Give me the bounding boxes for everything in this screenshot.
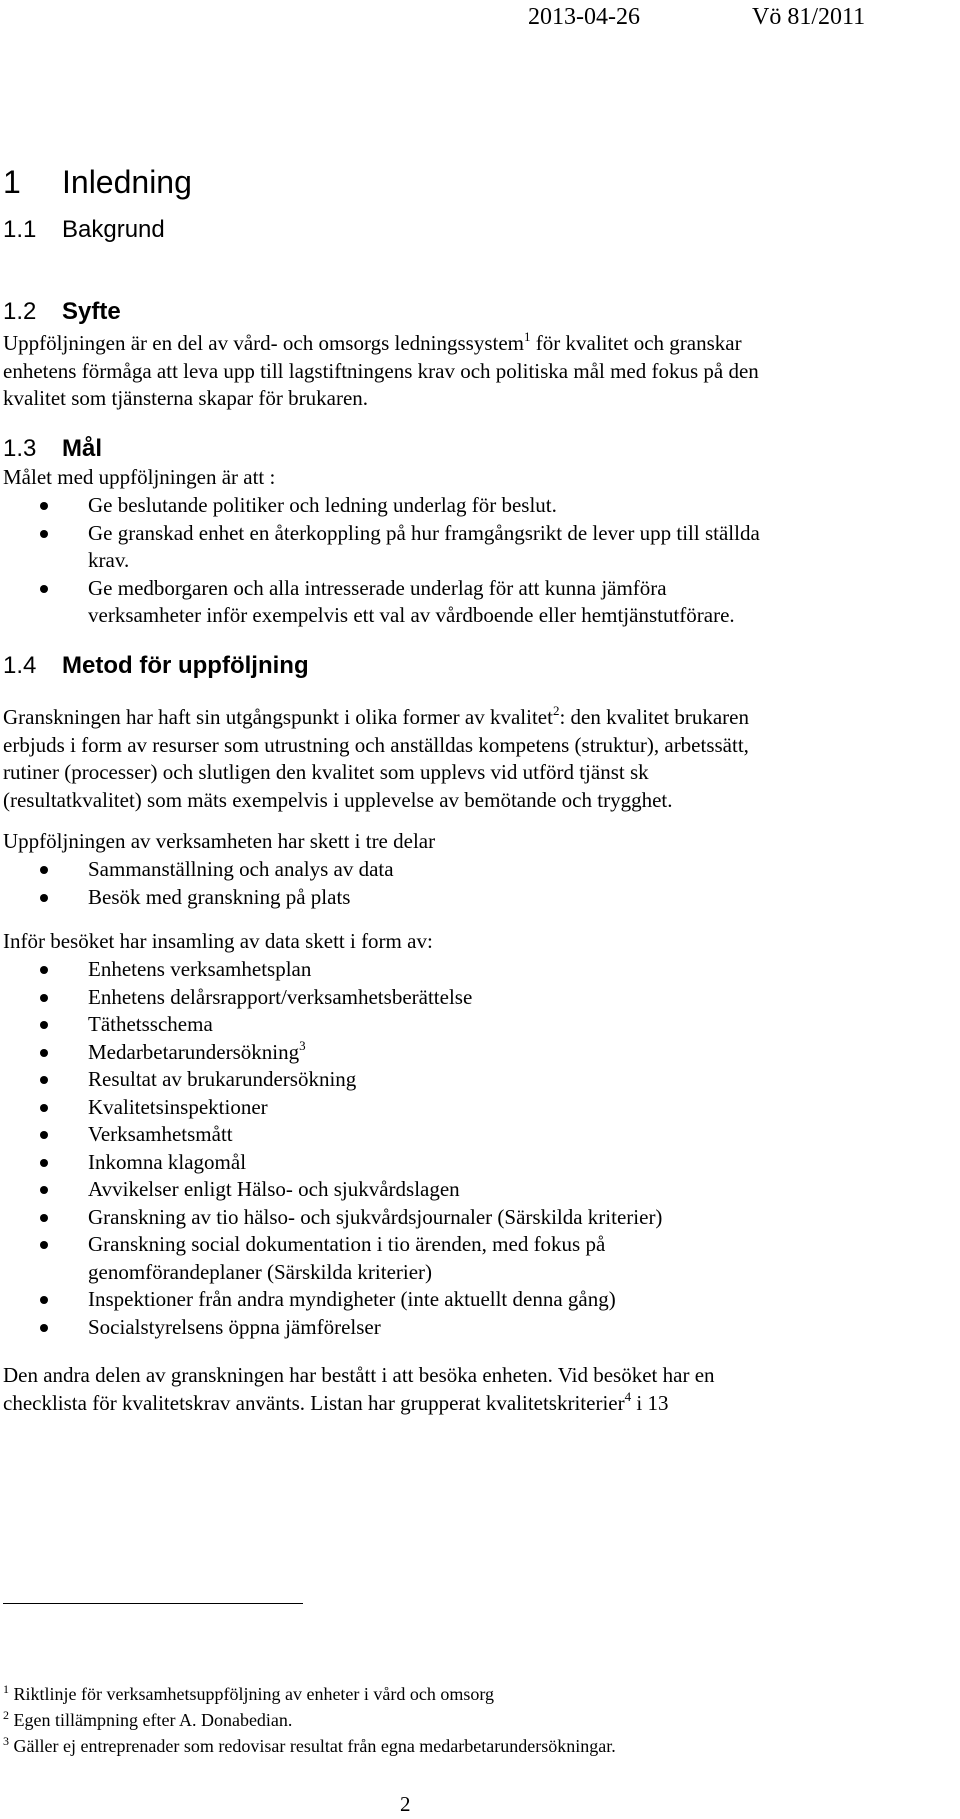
chapter-title: Inledning	[62, 164, 192, 200]
data-intro: Inför besöket har insamling av data skett i form av:	[3, 929, 433, 953]
section-1-3-title: Mål	[62, 435, 103, 462]
list-item	[0, 984, 960, 1012]
list-item-text: Inspektioner från andra myndigheter (inte aktuellt denna gång)	[88, 1287, 616, 1311]
list-item	[0, 956, 960, 984]
visit-paragraph	[3, 1362, 933, 1417]
list-item-text: Enhetens delårsrapport/verksamhetsberättelse	[88, 984, 473, 1009]
list-item	[0, 884, 960, 912]
list-item-text: Verksamhetsmått	[88, 1122, 233, 1146]
list-item-text: Sammanställning och analys av data	[88, 857, 394, 881]
list-item-text: Avvikelser enligt Hälso- och sjukvårdslagen	[88, 1177, 460, 1201]
list-item	[0, 1011, 960, 1039]
chapter-number: 1	[3, 164, 21, 200]
list-item-text: Socialstyrelsens öppna jämförelser	[88, 1314, 381, 1339]
list-item-text: krav.	[88, 548, 130, 572]
list-item-text: Resultat av brukarundersökning	[88, 1067, 357, 1091]
list-item	[0, 1121, 960, 1149]
section-1-2-title: Syfte	[62, 298, 121, 325]
list-item-text: Medarbetarundersökning	[88, 1039, 300, 1064]
metod-paragraph	[3, 704, 933, 814]
footnote-2	[3, 1710, 292, 1731]
syfte-text: enhetens förmåga att leva upp till lagstiftningens krav och politiska mål med fokus på den	[3, 358, 759, 383]
list-item-text: Kvalitetsinspektioner	[88, 1094, 268, 1119]
footnote-1	[3, 1684, 494, 1705]
header-reference: Vö 81/2011	[752, 4, 866, 30]
list-item	[0, 520, 960, 575]
metod-text: erbjuds i form av resurser som utrustning och anställdas kompetens (struktur), arbetssätt,	[3, 732, 749, 757]
syfte-text: kvalitet som tjänsterna skapar för brukaren.	[3, 386, 369, 410]
list-item-text: Ge granskad enhet en återkoppling på hur framgångsrikt de lever upp till ställda	[88, 520, 760, 545]
list-item	[0, 1066, 960, 1094]
page-number: 2	[400, 1792, 411, 1816]
list-item-text: Täthetsschema	[88, 1012, 213, 1036]
list-item	[0, 1149, 960, 1177]
visit-text: i 13	[631, 1390, 669, 1415]
list-item	[0, 1176, 960, 1204]
syfte-paragraph	[3, 330, 933, 413]
mal-list	[0, 492, 960, 630]
header-date: 2013-04-26	[528, 4, 640, 30]
footnote-ref-4: 4	[624, 1388, 632, 1404]
footnote-text: Gäller ej entreprenader som redovisar resultat från egna medarbetarundersökningar.	[13, 1736, 616, 1756]
list-item	[0, 575, 960, 630]
footnote-number: 3	[3, 1734, 9, 1748]
footnote-ref-1: 1	[524, 329, 531, 344]
footnote-separator	[3, 1603, 303, 1604]
metod-text: : den kvalitet brukaren	[559, 705, 749, 729]
list-item-text: genomförandeplaner (Särskilda kriterier)	[88, 1259, 433, 1284]
section-1-3-number: 1.3	[3, 435, 37, 462]
footnote-number: 1	[3, 1682, 9, 1696]
section-1-1-number: 1.1	[3, 216, 37, 243]
metod-text: rutiner (processer) och slutligen den kvalitet som upplevs vid utförd tjänst sk	[3, 760, 649, 784]
section-1-4-number: 1.4	[3, 652, 37, 679]
metod-text: (resultatkvalitet) som mäts exempelvis i upplevelse av bemötande och trygghet.	[3, 787, 673, 812]
mal-intro: Målet med uppföljningen är att :	[3, 465, 276, 489]
list-item	[0, 1094, 960, 1122]
footnote-text: Riktlinje för verksamhetsuppföljning av enheter i vård och omsorg	[13, 1684, 495, 1704]
syfte-text: Uppföljningen är en del av vård- och omsorgs ledningssystem	[3, 331, 525, 355]
list-item-text: Ge medborgaren och alla intresserade underlag för att kunna jämföra	[88, 575, 667, 600]
list-item	[0, 1286, 960, 1314]
list-item	[0, 1231, 960, 1286]
list-item	[0, 492, 960, 520]
footnote-text: Egen tillämpning efter A. Donabedian.	[13, 1710, 293, 1730]
section-1-2-number: 1.2	[3, 298, 37, 325]
metod-text: Granskningen har haft sin utgångspunkt i olika former av kvalitet	[3, 705, 553, 729]
list-item-text: Besök med granskning på plats	[88, 884, 351, 909]
list-item-text: Inkomna klagomål	[88, 1149, 247, 1174]
list-item-text: Enhetens verksamhetsplan	[88, 957, 312, 981]
syfte-text: för kvalitet och granskar	[530, 331, 742, 355]
section-1-4-title: Metod för uppföljning	[62, 652, 309, 679]
list-item-text: Ge beslutande politiker och ledning underlag för beslut.	[88, 493, 557, 517]
data-list	[0, 956, 960, 1341]
list-item-text: Granskning av tio hälso- och sjukvårdsjournaler (Särskilda kriterier)	[88, 1204, 663, 1229]
visit-text: checklista för kvalitetskrav använts. Listan har grupperat kvalitetskriterier	[3, 1390, 625, 1415]
footnote-number: 2	[3, 1708, 9, 1722]
list-item	[0, 856, 960, 884]
parts-list	[0, 856, 960, 911]
section-1-1-title: Bakgrund	[62, 216, 165, 243]
parts-intro: Uppföljningen av verksamheten har skett i tre delar	[3, 829, 436, 853]
list-item-text: Granskning social dokumentation i tio ärenden, med fokus på	[88, 1232, 606, 1256]
list-item	[0, 1204, 960, 1232]
footnote-ref-3: 3	[299, 1037, 306, 1053]
list-item	[0, 1314, 960, 1342]
visit-text: Den andra delen av granskningen har bestått i att besöka enheten. Vid besöket har en	[3, 1363, 715, 1387]
footnote-ref-2: 2	[552, 703, 560, 718]
footnote-3	[3, 1736, 616, 1757]
list-item-text: verksamheter inför exempelvis ett val av vårdboende eller hemtjänstutförare.	[88, 603, 735, 627]
list-item	[0, 1039, 960, 1067]
